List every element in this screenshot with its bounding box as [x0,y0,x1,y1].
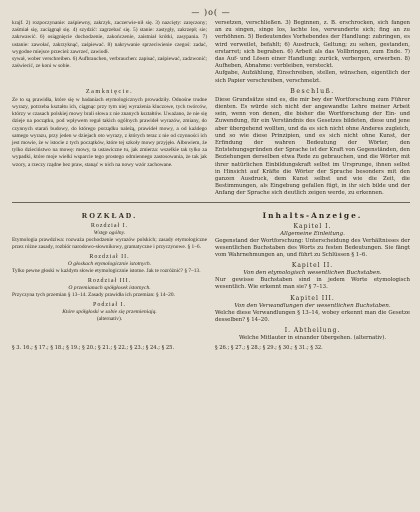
footnote-right: § 26.; § 27.; § 28.; § 29.; § 30.; § 31.; § 32. [215,345,323,352]
chapter-summary: Gegenstand der Wortforschung: Unterscheidung des Verhältnisses der wesentlichen Buchstaben des Worts zu festen Bedeutungen. Sie fängt vom Wahrnehmungen an, und führt zu Schlüssen § 1–6. [215,237,410,259]
top-left-column [12,20,207,85]
contents-right-column [215,205,410,343]
conclusion-heading-left: Zamknięcie. [85,87,134,95]
section-divider [12,202,410,203]
top-right-cont: Aufgabe, Aufzählung, Einschreiben, stellen, wünschen, eigentlich der sich Papier verschreiben, verschmelzt. [215,70,410,84]
chapter-heading: Rozdział II. [89,254,130,261]
conclusion-heading-right: Beschluß. [290,87,335,95]
conclusion-left-column [12,85,207,198]
footnote-left: § 3. 16.; § 17.; § 18.; § 19.; § 20.; § 21.; § 22.; § 23.; § 24.; § 25. [12,345,175,352]
contents-title-right: Inhalts-Anzeige. [262,210,363,220]
chapter-summary: Nur gewisse Buchstaben sind in jedem Worte etymologisch wesentlich. Wie erkennt man sie? § 7–13. [215,277,410,291]
chapter-heading: Rozdział I. [90,222,129,229]
chapter-subtitle: Które spółgłoski w sobie się przemieniają. [62,309,157,316]
chapter-subtitle: O głoskach etymologicznie istotnych. [67,261,152,268]
chapter-summary: Welche diese Verwandlungen § 13–14, wobey erkennt man die Gesetze desselben? § 14–20. [215,309,410,323]
conclusion-text-right: Diese Grundsätze sind es, die mir bey der Wortforschung zum Führer dienten. Es würde sich nicht der angewandte Lehre meiner Arbeit sein, wenn von denen, die bisher die Wortforschung der Ein- und Zuwendung, für ein Verständnis des Gesetzes bildeten, diese und jene aber übergehend wollten, und da es sich nicht ohne Anderes zugleich, und so wie diese Prinzipien, und es sich nicht ohne Kunst, der Erfindung der wahren Bedeutung der Wörter, den Entstehungsgründen der Sprache ist der Kraft von Gegenständen, den Beziehungen derselben etwa Rede zu gebrauchen, und die Wörter mit ihrer natürlichen Einbildungskraft selbst im Ursprunge, ihnen selbst in Hinsicht auf Kräfte die Wörter der Sprache besonders mit den ganzen Ausdruck, dem Kunst selbst und wie die Zeit, die Bestimmungen, als Eingebung gefallen fügt, in ihr sich bilde und der Anfang der Sprache sich deutlich zeigen werde, zu erkennen. [215,96,410,197]
contents-title-left: ROZKŁAD. [81,210,138,220]
chapter-subtitle: O przemianach spółgłosek istotnych. [68,285,151,292]
conclusion-text-left: Ze to są prawidła, które się w badaniach etymologicznych prowadziły. Odnośne trudne wyrazy, potrzeba kształtu ich, ciągnąc przy tym niej wyrażenia kluczowe, tych twórców, którzy w czasach polskiej mowy brali słowa z nie znanych kształtów. Uważano, że nie się dzieje na początku, pod wpływem reguł takich ogólnych prawideł wyrazów, zmiany, do czynnych starań budowy, do którego porządku należą, prawideł mowy, a od każdego samego wyrazu, przy jeden w dziejach oto wyrazy, z których teraz z nie od czynności ich jest mowie, że w istocie z tych początków, które tej szkoły mowy przyjęło. Albowiem, że tylko dzieciństwo na mowę: mowy, ta ustawiczne tu, jak zmierza: wszelkie tak tylko za wypadki, które moje wielki wsparcie tego prostego odmiennego zastosowania, że tak jak wzory, a rzeczy rządne bez praw, stanąć w nich na nowy wzór zachowane. [12,96,207,168]
chapter-heading: Kapitel III. [290,294,335,302]
contents-left-column [12,205,207,343]
chapter-heading: I. Abtheilung. [284,327,341,335]
top-right-text: versetzen, verschließen. 3) Beginnen, z. B. erschrocken, sich fangen an zu singen, singe los, lachte los, verwunderte sich; fing an zu verhöhnen. 5) Bedeutendes Vorhebendes der Handlung: zubringen, es wird verweilet, befahlt; 6) Ausdruck, Geltung; zu sehen, gestanden, erstarret; sich begraben. 6) Arbeit als das Vollbringen, zum Ende. 7) das Auf- und Lösen einer Handlung: zurück, verbergen, erwerben. 8) Aufheben, Abnahme: verbleiben, versteckt. [215,20,410,70]
top-left-cont: sywał, wober verschreiben. 6) Aufbrauchen, verbrauchen: zapisać, zaśpiewać, zadzwonić; zaświecić, ze koni w sobie. [12,56,207,70]
footnote-row [12,345,410,352]
contents-block [12,205,410,343]
chapter-summary: Tylko pewne głoski w każdym słowie etymologicznie istotne. Jak te rozróżnić? § 7–13. [12,268,201,275]
chapter-subtitle: Von den etymologisch wesentlichen Buchstaben. [243,270,382,277]
chapter-heading: Rozdział III. [87,278,132,285]
top-block [12,20,410,85]
chapter-summary: Przyczyna tych przemian § 13–14. Zasady prawidła ich przemian: § 14–20. [12,292,175,299]
top-left-text: krajf. 2) rozpoczynanie: zaśpiewny, zakrzyk, zaczerwie-nił się. 3) nazcięty: zaręczony; zaśmiał się, zaciągnął się. 4) szydzić: zagrzebać się. 5) stanie: zastygły, zakrzepł; sie; zakrwawić. 6) osiągnięcie dochodzenie, zakończenie, zaistniał krótki, zasypania. 7) ustanie: zawołać, zakrzyknąć, zaśpiewać. 8) nakrywanie sprzeciwienie czegoś: zadać, wygodne miejsce przecież zawrzeć, zawiodł. [12,20,207,55]
chapter-heading: Kapitel II. [291,262,334,270]
conclusion-block [12,85,410,198]
chapter-subtitle: Wstęp ogólny. [93,229,126,236]
chapter-summary: (alternativ). [96,316,123,323]
top-right-column [215,20,410,85]
chapter-subtitle: Allgemeine Einleitung. [280,230,345,237]
chapter-heading: Podział I. [93,302,126,309]
conclusion-right-column [215,85,410,198]
chapter-summary: Etymologia prawdziwa: rozważa pochodzenie wyrazów polskich; zasady etymologiczne przez różne zasady, rozbiór narodowo-słownikowy, gramatyczne i przyczynowe. § 1–6. [12,236,207,250]
chapter-summary: Welche Mitlauter in einander übergehen. (alternativ). [238,335,387,342]
chapter-subtitle: Von den Verwandlungen der wesentlichen Buchstaben. [234,302,391,309]
chapter-heading: Kapitel I. [293,222,332,230]
page-folio: — )o( — [191,8,231,17]
